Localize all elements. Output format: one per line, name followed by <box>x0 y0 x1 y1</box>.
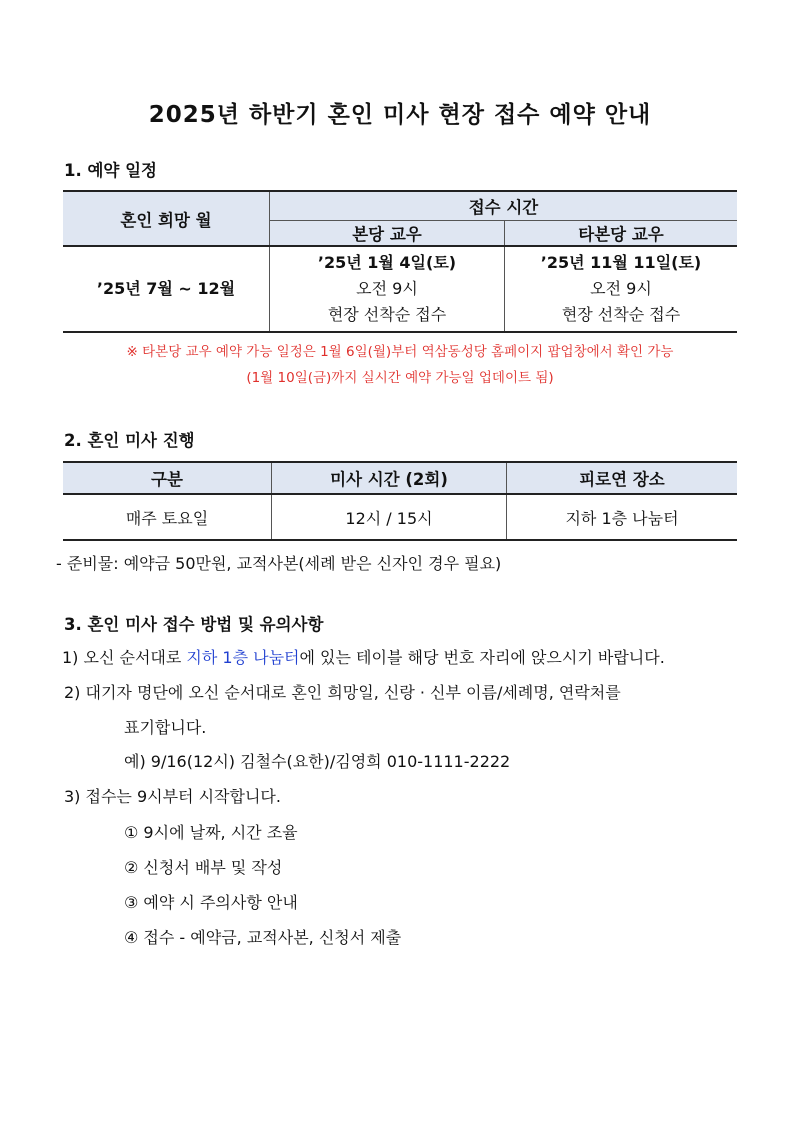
header-mass-time: 미사 시간 (2회) <box>272 462 507 494</box>
other-time: 오전 9시 <box>590 279 652 298</box>
mass-table <box>63 461 737 541</box>
schedule-table <box>63 190 737 333</box>
header-other-parish: 타본당 교우 <box>505 221 738 247</box>
type-value: 매주 토요일 <box>125 508 209 528</box>
header-wedding-month: 혼인 희망 월 <box>63 191 270 246</box>
home-method: 현장 선착순 접수 <box>327 305 447 324</box>
section3-heading: 3. 혼인 미사 접수 방법 및 유의사항 <box>64 615 324 634</box>
item2-example: 예) 9/16(12시) 김철수(요한)/김영희 010-1111-2222 <box>124 752 511 771</box>
item1-highlight: 지하 1층 나눔터 <box>186 648 300 667</box>
header-reception-place: 피로연 장소 <box>507 462 738 494</box>
schedule-note-1: ※ 타본당 교우 예약 가능 일정은 1월 6일(월)부터 역삼동성당 홈페이지 팝업창에서 확인 가능 <box>126 344 674 360</box>
header-type: 구분 <box>63 462 272 494</box>
home-schedule-cell <box>270 246 505 332</box>
item1-prefix: 1) 오신 순서대로 <box>62 648 187 667</box>
month-value: ’25년 7월 ~ 12월 <box>96 279 236 298</box>
section2-heading: 2. 혼인 미사 진행 <box>64 431 195 450</box>
item1-suffix: 에 있는 테이블 해당 번호 자리에 앉으시기 바랍니다. <box>299 648 665 667</box>
item2-line2: 표기합니다. <box>124 718 207 737</box>
section1-heading: 1. 예약 일정 <box>64 161 157 180</box>
step-3: ③ 예약 시 주의사항 안내 <box>124 893 298 912</box>
home-time: 오전 9시 <box>356 279 418 298</box>
page-title: 2025년 하반기 혼인 미사 현장 접수 예약 안내 <box>148 102 652 128</box>
other-schedule-cell <box>505 246 738 332</box>
mass-time-value: 12시 / 15시 <box>272 494 507 540</box>
other-date: ’25년 11월 11일(토) <box>540 253 702 272</box>
item2-line1: 2) 대기자 명단에 오신 순서대로 혼인 희망일, 신랑 · 신부 이름/세례명, 연락처를 <box>64 683 621 702</box>
preparation-note: - 준비물: 예약금 50만원, 교적사본(세례 받은 신자인 경우 필요) <box>56 554 502 573</box>
other-method: 현장 선착순 접수 <box>561 305 681 324</box>
schedule-note-2: (1월 10일(금)까지 실시간 예약 가능일 업데이트 됨) <box>246 370 554 386</box>
step-4: ④ 접수 - 예약금, 교적사본, 신청서 제출 <box>124 928 402 947</box>
item3: 3) 접수는 9시부터 시작합니다. <box>64 787 281 806</box>
step-2: ② 신청서 배부 및 작성 <box>124 858 283 877</box>
header-reception-time: 접수 시간 <box>270 191 738 221</box>
header-home-parish: 본당 교우 <box>270 221 505 247</box>
place-value: 지하 1층 나눔터 <box>507 494 738 540</box>
item1 <box>62 645 665 668</box>
home-date: ’25년 1월 4일(토) <box>317 253 457 272</box>
step-1: ① 9시에 날짜, 시간 조율 <box>124 823 298 842</box>
